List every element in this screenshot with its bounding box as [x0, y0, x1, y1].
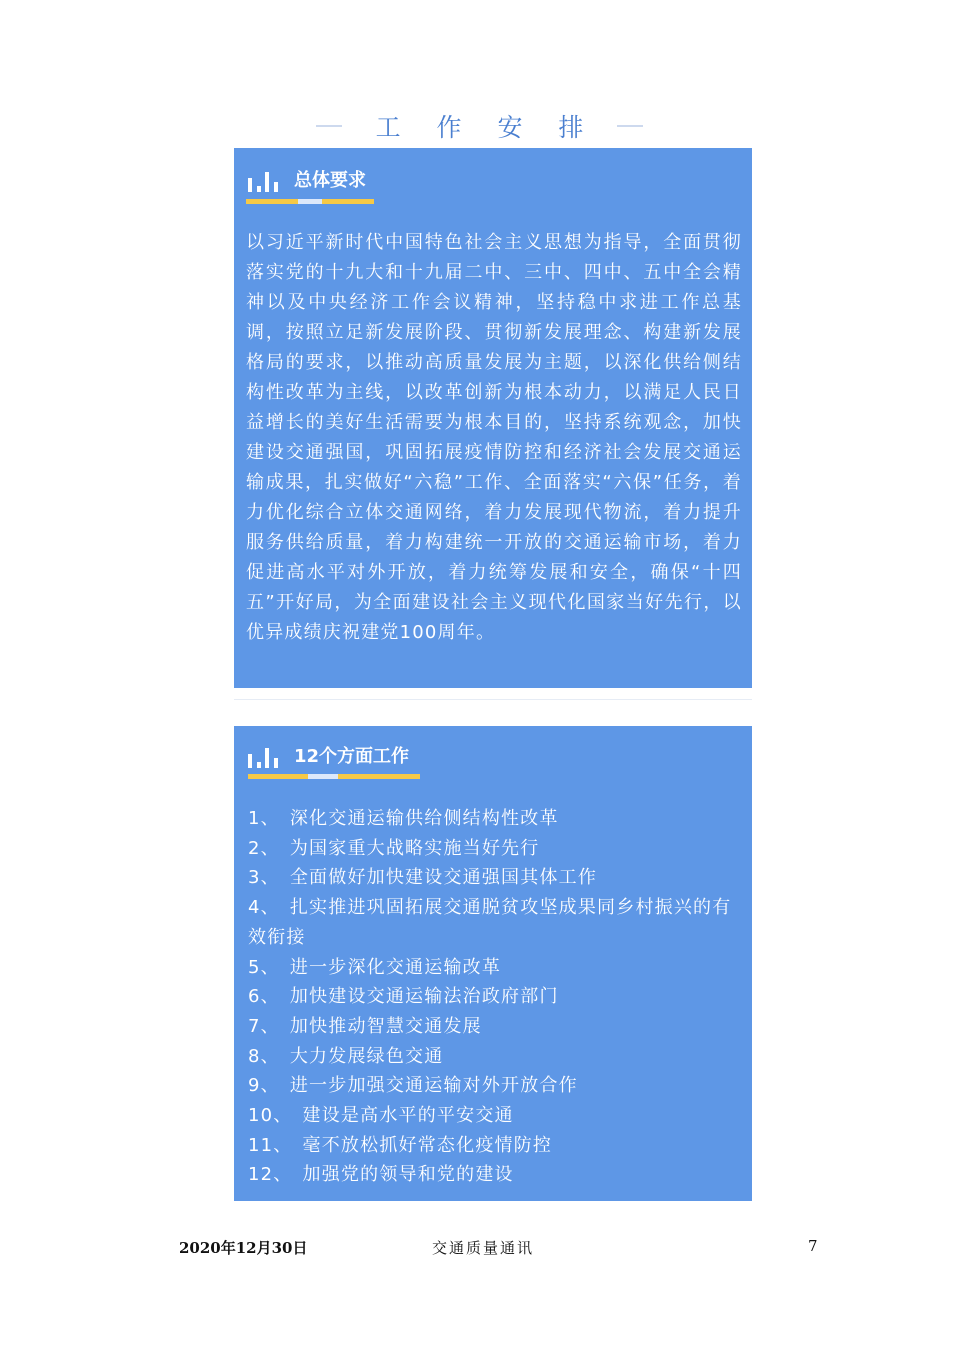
heading-underline: [246, 199, 374, 204]
task-list: [248, 804, 744, 1190]
section-body: 以习近平新时代中国特色社会主义思想为指导，全面贯彻落实党的十九大和十九届二中、三中、四中、五中全会精神以及中央经济工作会议精神，坚持稳中求进工作总基调，按照立足新发展阶段、贯彻新发展理念、构建新发展格局的要求，以推动高质量发展为主题，以深化供给侧结构性改革为主线，以改革创新为根本动力，以满足人民日益增长的美好生活需要为根本目的，坚持系统观念，加快建设交通强国，巩固拓展疫情防控和经济社会发展交通运输成果，扎实做好“六稳”工作、全面落实“六保”任务，着力优化综合立体交通网络，着力发展现代物流，着力提升服务供给质量，着力构建统一开放的交通运输市场，着力促进高水平对外开放，着力统筹发展和安全，确保“十四五”开好局，为全面建设社会主义现代化国家当好先行，以优异成绩庆祝建党100周年。: [246, 232, 742, 643]
list-item: 1、 深化交通运输供给侧结构性改革: [248, 808, 559, 829]
list-item: 4、 扎实推进巩固拓展交通脱贫攻坚成果同乡村振兴的有效衔接: [248, 897, 732, 948]
bar-chart-icon: [248, 746, 282, 768]
page-title: 工 作 安 排: [375, 113, 598, 142]
footer-publication: 交通质量通讯: [432, 1239, 535, 1257]
general-requirements-card: [234, 148, 752, 688]
page-number: 7: [808, 1237, 818, 1255]
twelve-tasks-card: [234, 726, 752, 1201]
heading-underline: [248, 774, 420, 779]
list-item: 11、 毫不放松抓好常态化疫情防控: [248, 1134, 553, 1156]
page-title-row: [0, 108, 959, 144]
list-item: 6、 加快建设交通运输法治政府部门: [248, 986, 559, 1008]
list-item: 3、 全面做好加快建设交通强国其体工作: [248, 867, 598, 889]
bar-chart-icon: [248, 170, 282, 192]
section-header: [248, 746, 409, 768]
section-divider: [234, 699, 752, 700]
section-header: [248, 170, 366, 192]
footer-date: 2020年12月30日: [179, 1239, 308, 1257]
list-item: 7、 加快推动智慧交通发展: [248, 1015, 482, 1037]
title-right-rule: [617, 125, 643, 127]
list-item: 10、 建设是高水平的平安交通: [248, 1105, 514, 1127]
section-heading: 12个方面工作: [294, 746, 410, 767]
list-item: 8、 大力发展绿色交通: [248, 1045, 444, 1067]
list-item: 2、 为国家重大战略实施当好先行: [248, 837, 540, 859]
section-heading: 总体要求: [294, 170, 366, 191]
list-item: 5、 进一步深化交通运输改革: [248, 956, 502, 978]
list-item: 9、 进一步加强交通运输对外开放合作: [248, 1075, 578, 1097]
list-item: 12、 加强党的领导和党的建设: [248, 1164, 514, 1186]
title-left-rule: [316, 125, 342, 127]
